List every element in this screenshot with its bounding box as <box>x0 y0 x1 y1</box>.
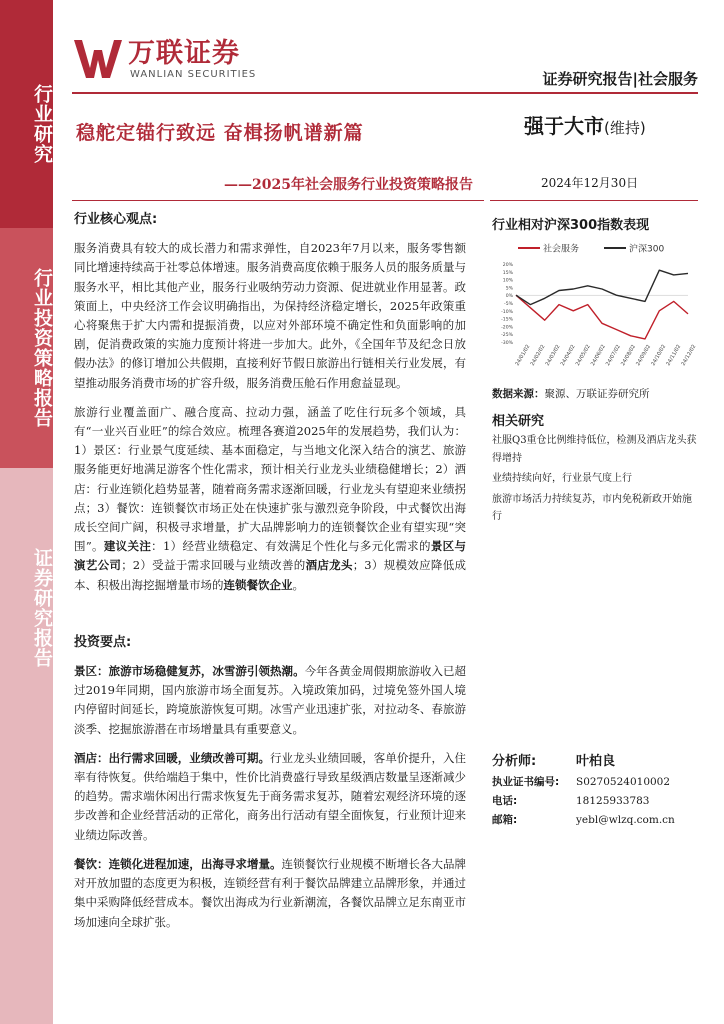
invest-catering-text: 连锁餐饮行业规模不断增长各大品牌对开放加盟的态度更为积极，连锁经营有利于餐饮品牌建立品牌形象，并通过集中采购降低经营成本。餐饮出海成为行业新潮流，各餐饮品牌立足东南亚市场加速向全球扩张。 <box>74 856 466 929</box>
header-divider <box>72 92 698 94</box>
email-label: 邮箱: <box>492 814 518 826</box>
invest-hotel-text: 行业龙头业绩回暖，客单价提升，入住率有待恢复。供给端趋于集中，性价比消费盛行导致星级酒店数量呈逐渐减少的趋势。需求端休闲出行需求恢复先于商务需求复苏，随着宏观经济环境的逐步改善和企业经营活动的正常化，商务出行活动有望全面恢复，行业预计迎来业绩边际改善。 <box>74 750 466 842</box>
invest-catering <box>74 855 466 932</box>
core-p2-catering: 连锁餐饮企业 <box>223 577 293 592</box>
analyst-row <box>492 746 698 772</box>
legend-label: 社会服务 <box>543 244 580 255</box>
company-logo <box>72 38 272 84</box>
x-tick-label: 24/09/02 <box>635 343 653 367</box>
phone-number: 18125933783 <box>576 794 650 807</box>
y-tick-label: 10% <box>502 278 513 284</box>
phone-label: 电话: <box>492 795 518 807</box>
core-p2-hotel: 酒店龙头 <box>305 558 353 573</box>
sidebar-tag-strategy-report: 行业投资策略报告 <box>31 268 53 428</box>
rating-block <box>524 110 646 139</box>
y-tick-label: -10% <box>501 309 513 315</box>
analyst-name: 叶柏良 <box>576 753 616 769</box>
invest-hotel-lead: 酒店：出行需求回暖，业绩改善可期。 <box>74 750 271 765</box>
y-tick-label: -20% <box>501 325 513 331</box>
rating-note: (维持) <box>604 119 646 137</box>
rating-value: 强于大市 <box>524 114 604 138</box>
core-paragraph-2 <box>74 403 466 595</box>
main-column <box>74 210 466 942</box>
x-tick-label: 24/07/02 <box>605 343 622 367</box>
analyst-label: 分析师: <box>492 753 537 769</box>
logo-english-name: WANLIAN SECURITIES <box>130 69 257 80</box>
wanlian-logo-icon <box>72 38 124 80</box>
chart-title: 行业相对沪深300指数表现 <box>492 218 650 233</box>
data-source <box>492 386 698 401</box>
related-research-list <box>492 432 698 529</box>
y-tick-label: 20% <box>502 263 513 268</box>
core-paragraph-1: 服务消费具有较大的成长潜力和需求弹性，自2023年7月以来，服务零售额同比增速持续高于社零总体增速。服务消费高度依赖于服务人员的服务质量与服务水平，相比其他产业，服务行业吸纳劳动力资源、促进就业作用显著。政策面上，中央经济工作会议明确指出，为保持经济稳定增长，2025年政策重心将聚焦于扩大内需和提振消费，以应对外部环境不确定性和负面影响的加剧，促消费政策的实施力度预计将进一步加大。此外，《全国年节及纪念日放假办法》的修订增加公共假期，直接利好节假日旅游出行链相关行业发展，有望推动服务消费市场的扩容升级，服务消费压舱石作用愈益显现。 <box>74 241 466 390</box>
related-item[interactable]: 旅游市场活力持续复苏，市内免税新政开始施行 <box>492 493 692 522</box>
y-tick-label: -25% <box>501 333 513 339</box>
relative-performance-chart <box>492 238 698 376</box>
core-views-heading: 行业核心观点: <box>74 212 158 227</box>
logo-chinese-name: 万联证券 <box>128 38 240 69</box>
report-date: 2024年12月30日 <box>541 176 639 190</box>
y-tick-label: -30% <box>501 341 513 346</box>
core-p2-recommend: 建议关注 <box>103 539 152 554</box>
y-tick-label: 5% <box>505 286 513 292</box>
data-source-label: 数据来源： <box>492 388 545 400</box>
x-tick-label: 24/04/02 <box>559 343 577 367</box>
series-line <box>516 295 688 339</box>
y-tick-label: 15% <box>502 270 513 276</box>
sidebar-tag-industry-research: 行业研究 <box>31 84 53 164</box>
related-research-heading: 相关研究 <box>492 414 545 429</box>
invest-points-heading: 投资要点: <box>74 634 132 650</box>
y-tick-label: -5% <box>504 302 513 307</box>
legend-label: 沪深300 <box>629 244 665 255</box>
report-type-label: 证券研究报告|社会服务 <box>542 70 698 88</box>
report-subtitle: ——2025年社会服务行业投资策略报告 <box>224 177 473 193</box>
cert-number: S0270524010002 <box>576 775 671 788</box>
core-p2-text-3: ；2）受益于需求回暖与业绩改善的 <box>121 558 306 573</box>
analyst-info <box>492 746 698 829</box>
y-tick-label: -15% <box>501 317 513 323</box>
invest-scenic-lead: 景区：旅游市场稳健复苏，冰雪游引领热潮。 <box>74 664 305 679</box>
core-p2-end: 。 <box>292 577 304 592</box>
email-address[interactable]: yebl@wlzq.com.cn <box>576 813 675 826</box>
invest-catering-lead: 餐饮：连锁化进程加速，出海寻求增量。 <box>74 856 282 871</box>
cert-row <box>492 772 698 791</box>
x-tick-label: 24/10/02 <box>650 343 668 367</box>
y-tick-label: 0% <box>505 294 513 300</box>
x-tick-label: 24/03/02 <box>544 343 562 367</box>
x-tick-label: 24/12/02 <box>680 343 698 367</box>
x-tick-label: 24/11/02 <box>665 343 683 367</box>
title-rule-left <box>72 200 484 201</box>
core-p2-text: 旅游行业覆盖面广、融合度高、拉动力强，涵盖了吃住行玩多个领域，具有“一业兴百业旺”的综合效应。梳理各赛道2025年的发展趋势，我们认为：1）景区：行业景气度延续、基本面稳定，与当地文化深入结合的演艺、旅游服务能更好地满足游客个性化需求，预计相关行业龙头业绩稳健增长；2）酒店：行业连锁化趋势显著，随着商务需求逐渐回暖，行业龙头有望迎来业绩拐点；3）餐饮：连锁餐饮市场正处在快速扩张与激烈竞争阶段，中式餐饮出海成长空间广阔，积极寻求增量，扩大品牌影响力的连锁餐饮企业有望实现“突围”。 <box>74 404 466 554</box>
series-line <box>516 270 688 304</box>
email-row <box>492 810 698 829</box>
sidebar-tag-securities-research: 证券研究报告 <box>31 548 53 668</box>
invest-hotel <box>74 749 466 845</box>
related-item[interactable]: 社服Q3重仓比例维持低位，检测及酒店龙头获得增持 <box>492 435 697 464</box>
x-tick-label: 24/08/02 <box>620 343 638 367</box>
x-tick-label: 24/06/02 <box>589 343 607 367</box>
core-p2-text-4: ；3）规模效应降低成本、积极出海挖掘增量市场的 <box>74 558 467 592</box>
x-tick-label: 24/01/02 <box>514 343 532 367</box>
left-sidebar <box>0 0 53 1024</box>
x-tick-label: 24/02/02 <box>529 343 547 367</box>
cert-label: 执业证书编号: <box>492 776 560 788</box>
phone-row <box>492 791 698 810</box>
invest-scenic <box>74 662 466 739</box>
related-item[interactable]: 业绩持续向好，行业景气度上行 <box>492 473 632 484</box>
data-source-text: 聚源、万联证券研究所 <box>544 388 650 400</box>
core-p2-text-2: ：1）经营业绩稳定、有效满足个性化与多元化需求的 <box>151 539 431 554</box>
report-title: 稳舵定锚行致远 奋楫扬帆谱新篇 <box>76 122 364 144</box>
core-p2-scenic: 景区与演艺公司 <box>74 539 466 573</box>
invest-scenic-text: 今年各黄金周假期旅游收入已超过2019年同期，国内旅游市场全面复苏。入境政策加码，过境免签外国人境内停留时间延长，跨境旅游恢复可期。冰雪产业迅速扩张，对拉动冬、春旅游淡季、挖掘旅游潜在市场增量具有重要意义。 <box>74 664 467 736</box>
x-tick-label: 24/05/02 <box>574 343 592 367</box>
title-rule-right <box>490 200 698 201</box>
